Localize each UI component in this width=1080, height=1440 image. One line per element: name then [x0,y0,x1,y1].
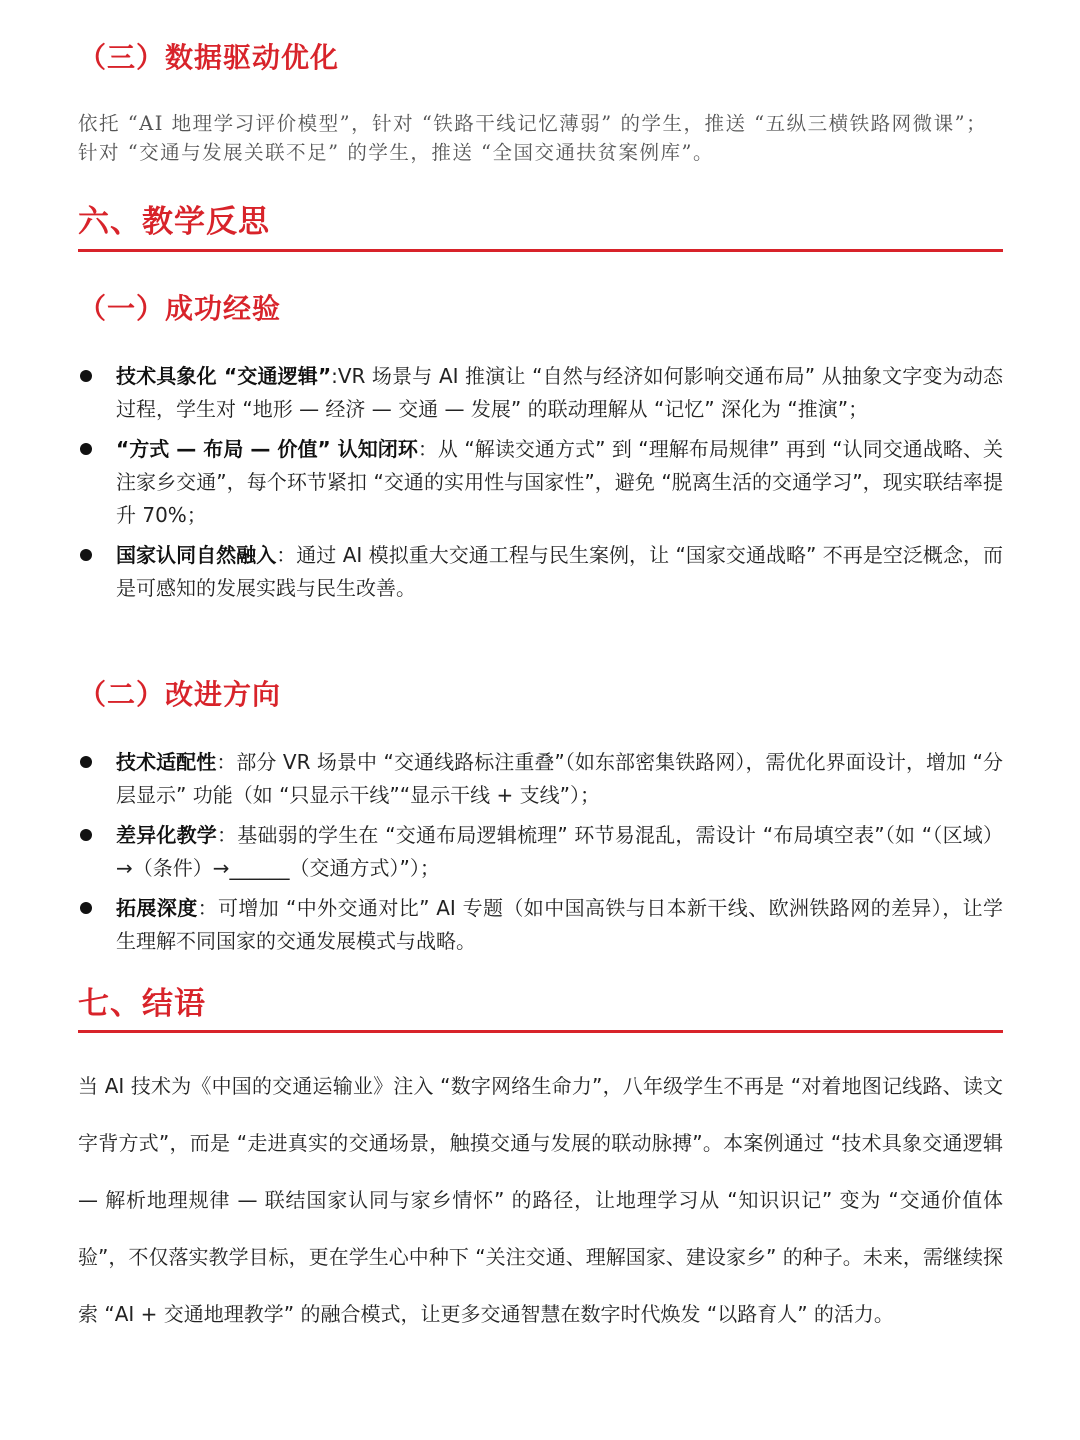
improve-item [78,892,1003,958]
improve-title: （二）改进方向 [78,678,282,711]
chapter-seven-divider [78,1030,1003,1033]
bullet-dot-icon [80,549,92,561]
chapter-seven-title: 七、结语 [78,986,206,1022]
success-item-lead: 国家认同自然融入 [116,543,277,567]
improve-item-text: ：基础弱的学生在 “交通布局逻辑梳理” 环节易混乱，需设计 “布局填空表”（如 “（区域）→（条件）→______（交通方式）”）； [116,823,1003,880]
conclusion-paragraph: 当 AI 技术为《中国的交通运输业》注入 “数字网络生命力”，八年级学生不再是 “对着地图记线路、读文字背方式”，而是 “走进真实的交通场景，触摸交通与发展的联动脉搏”。本案例通过 “技术具象交通逻辑 — 解析地理规律 — 联结国家认同与家乡情怀” 的路径，让地理学习从 “知识识记” 变为 “交通价值体验”，不仅落实教学目标，更在学生心中种下 “关注交通、理解国家、建设家乡” 的种子。未来，需继续探索 “AI + 交通地理教学” 的融合模式，让更多交通智慧在数字时代焕发 “以路育人” 的活力。 [78,1074,1003,1326]
improve-item [78,819,1003,885]
success-item-lead: 技术具象化 “交通逻辑” [116,364,332,388]
improve-item [78,746,1003,812]
success-item-lead: “方式 — 布局 — 价值” 认知闭环 [116,437,418,461]
improve-item-text: ：部分 VR 场景中 “交通线路标注重叠”（如东部密集铁路网），需优化界面设计，增加 “分层显示” 功能（如 “只显示干线”“显示干线 + 支线”）； [116,750,1004,807]
improve-item-lead: 拓展深度 [116,896,198,920]
success-item [78,360,1003,426]
bullet-dot-icon [80,370,92,382]
improve-list [78,746,1003,965]
bullet-dot-icon [80,902,92,914]
chapter-six-divider [78,249,1003,252]
success-title: （一）成功经验 [78,292,282,325]
section-three-paragraph: 依托 “AI 地理学习评价模型”，针对 “铁路干线记忆薄弱” 的学生，推送 “五纵三横铁路网微课”；针对 “交通与发展关联不足” 的学生，推送 “全国交通扶贫案例库”。 [78,112,988,164]
bullet-dot-icon [80,829,92,841]
chapter-six-title: 六、教学反思 [78,204,270,240]
success-item-text: :VR 场景与 AI 推演让 “自然与经济如何影响交通布局” 从抽象文字变为动态过程，学生对 “地形 — 经济 — 交通 — 发展” 的联动理解从 “记忆” 深化为 “推演”； [116,364,1003,421]
success-item [78,539,1003,605]
success-item-text: ：从 “解读交通方式” 到 “理解布局规律” 再到 “认同交通战略、关注家乡交通”，每个环节紧扣 “交通的实用性与国家性”，避免 “脱离生活的交通学习”，现实联结率提升 70%； [116,437,1003,527]
success-list [78,360,1003,612]
success-item-text: ：通过 AI 模拟重大交通工程与民生案例，让 “国家交通战略” 不再是空泛概念，而是可感知的发展实践与民生改善。 [116,543,1004,600]
improve-item-text: ：可增加 “中外交通对比” AI 专题（如中国高铁与日本新干线、欧洲铁路网的差异），让学生理解不同国家的交通发展模式与战略。 [116,896,1004,953]
improve-item-lead: 技术适配性 [116,750,217,774]
success-item [78,433,1003,532]
improve-item-lead: 差异化教学 [116,823,218,847]
bullet-dot-icon [80,756,92,768]
bullet-dot-icon [80,443,92,455]
section-three-title: （三）数据驱动优化 [78,41,340,74]
